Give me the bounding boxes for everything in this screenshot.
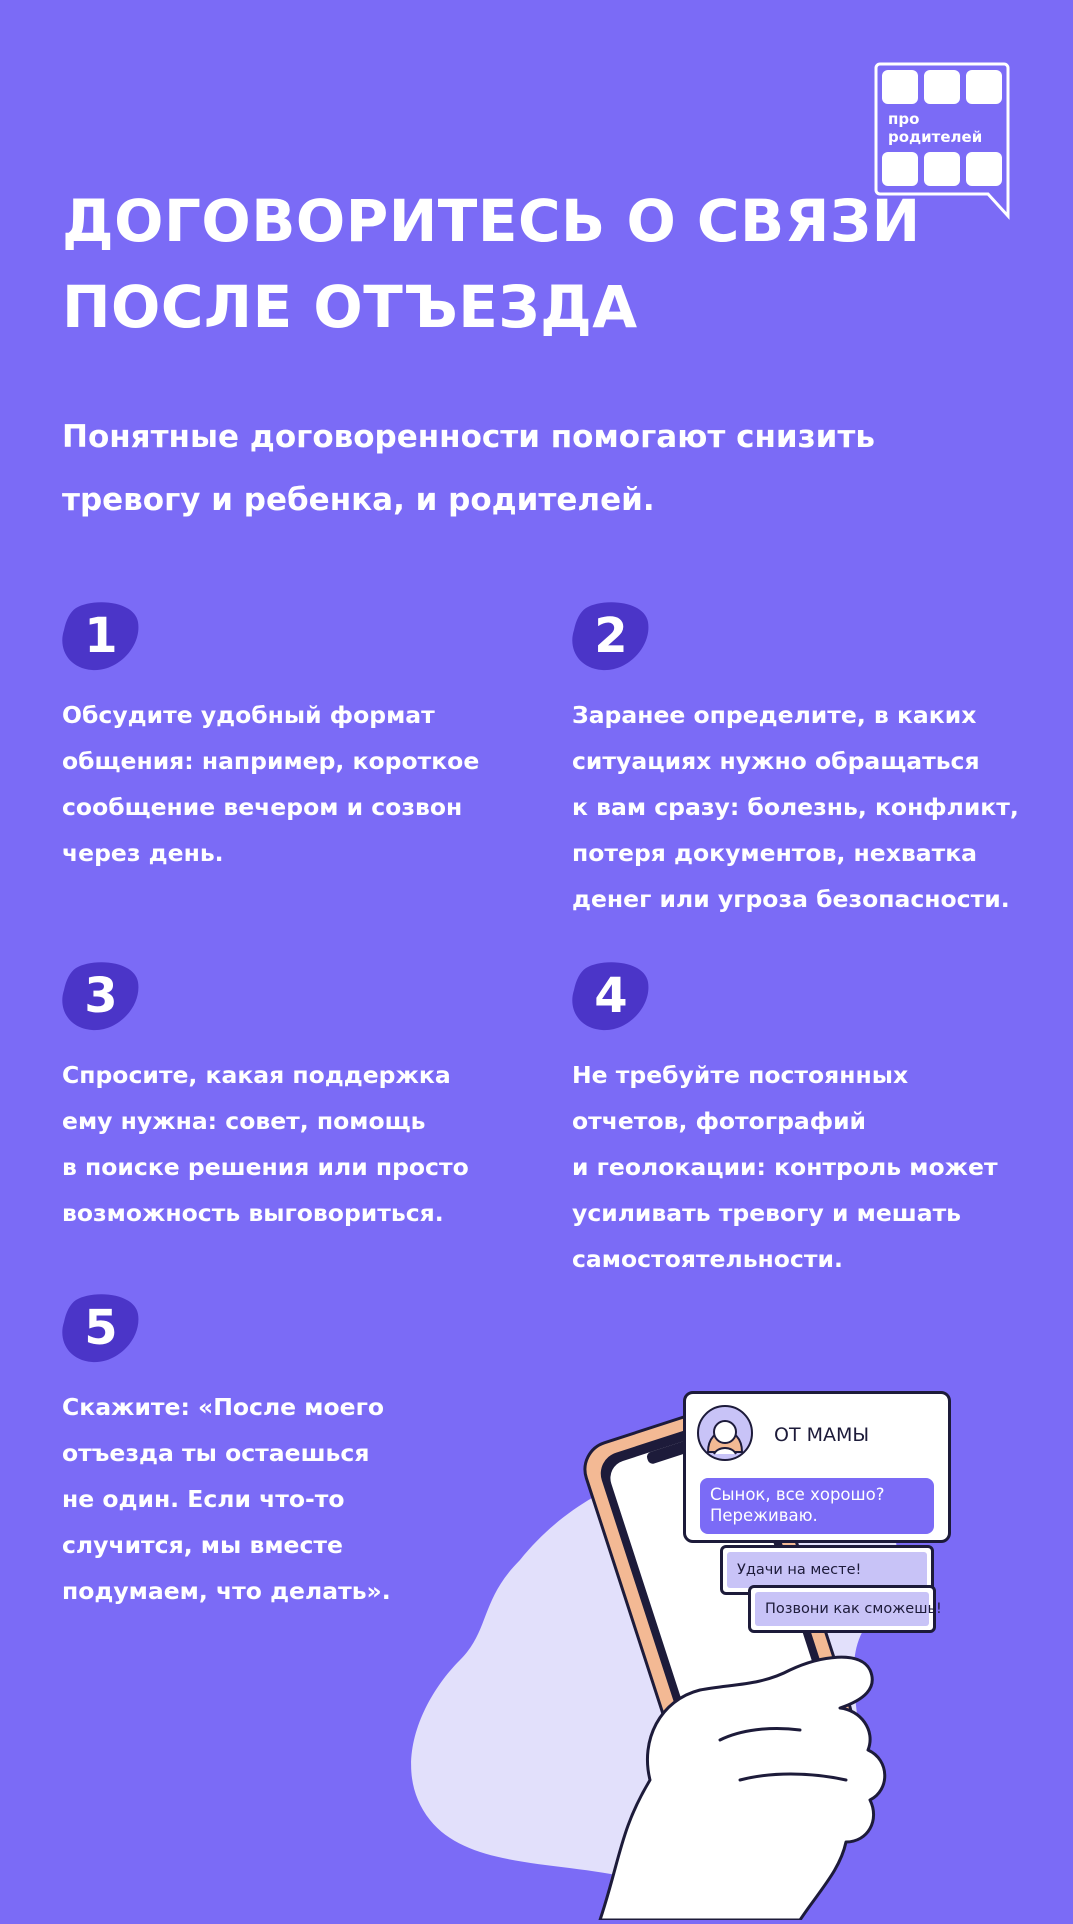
step-description (62, 1052, 469, 1236)
chat-sender: ОТ МАМЫ (774, 1424, 870, 1446)
svg-text:родителей: родителей (888, 128, 983, 146)
step-description (572, 692, 1019, 922)
step-line: самостоятельности. (572, 1245, 843, 1273)
chat-reply-text: Удачи на месте! (727, 1552, 927, 1588)
step-line: Спросите, какая поддержка (62, 1061, 451, 1089)
intro-text (62, 406, 962, 532)
chat-message (700, 1478, 934, 1534)
step-line: потеря документов, нехватка (572, 839, 978, 867)
step-description (62, 1384, 391, 1614)
step-line: усиливать тревогу и мешать (572, 1199, 962, 1227)
page-title (62, 178, 921, 350)
step-number: 4 (594, 968, 628, 1024)
title-line-2: ПОСЛЕ ОТЪЕЗДА (62, 273, 638, 341)
step-number-badge (572, 960, 650, 1032)
chat-notification (683, 1391, 951, 1543)
step-line: отчетов, фотографий (572, 1107, 867, 1135)
chat-reply-text: Позвони как сможешь! (755, 1592, 929, 1626)
step-line: денег или угроза безопасности. (572, 885, 1010, 913)
step-number: 3 (84, 968, 118, 1024)
step-line: случится, мы вместе (62, 1531, 343, 1559)
avatar (696, 1404, 754, 1462)
chat-reply-2 (748, 1585, 942, 1633)
step-line: возможность выговориться. (62, 1199, 444, 1227)
step-number: 1 (84, 608, 118, 664)
step-number: 5 (84, 1300, 118, 1356)
step-line: Заранее определите, в каких (572, 701, 977, 729)
step-number-badge (62, 1292, 140, 1364)
step-number: 2 (594, 608, 628, 664)
step-line: ситуациях нужно обращаться (572, 747, 980, 775)
step-line: Скажите: «После моего (62, 1393, 385, 1421)
step-line: через день. (62, 839, 224, 867)
chat-message-line: Переживаю. (710, 1506, 818, 1525)
step-line: ему нужна: совет, помощь (62, 1107, 426, 1135)
step-number-badge (62, 600, 140, 672)
step-line: отъезда ты остаешься (62, 1439, 370, 1467)
step-line: Обсудите удобный формат (62, 701, 435, 729)
step-number-badge (572, 600, 650, 672)
title-line-1: ДОГОВОРИТЕСЬ О СВЯЗИ (62, 187, 921, 255)
intro-line-1: Понятные договоренности помогают снизить (62, 419, 875, 455)
step-description (62, 692, 479, 876)
step-line: в поиске решения или просто (62, 1153, 469, 1181)
step-line: общения: например, короткое (62, 747, 480, 775)
svg-text:про: про (888, 110, 920, 128)
step-number-badge (62, 960, 140, 1032)
step-line: сообщение вечером и созвон (62, 793, 463, 821)
step-line: и геолокации: контроль может (572, 1153, 998, 1181)
step-line: не один. Если что-то (62, 1485, 345, 1513)
chat-message-line: Сынок, все хорошо? (710, 1485, 885, 1504)
step-line: Не требуйте постоянных (572, 1061, 909, 1089)
intro-line-2: тревогу и ребенка, и родителей. (62, 482, 655, 518)
step-description (572, 1052, 998, 1282)
step-line: к вам сразу: болезнь, конфликт, (572, 793, 1019, 821)
step-line: подумаем, что делать». (62, 1577, 391, 1605)
